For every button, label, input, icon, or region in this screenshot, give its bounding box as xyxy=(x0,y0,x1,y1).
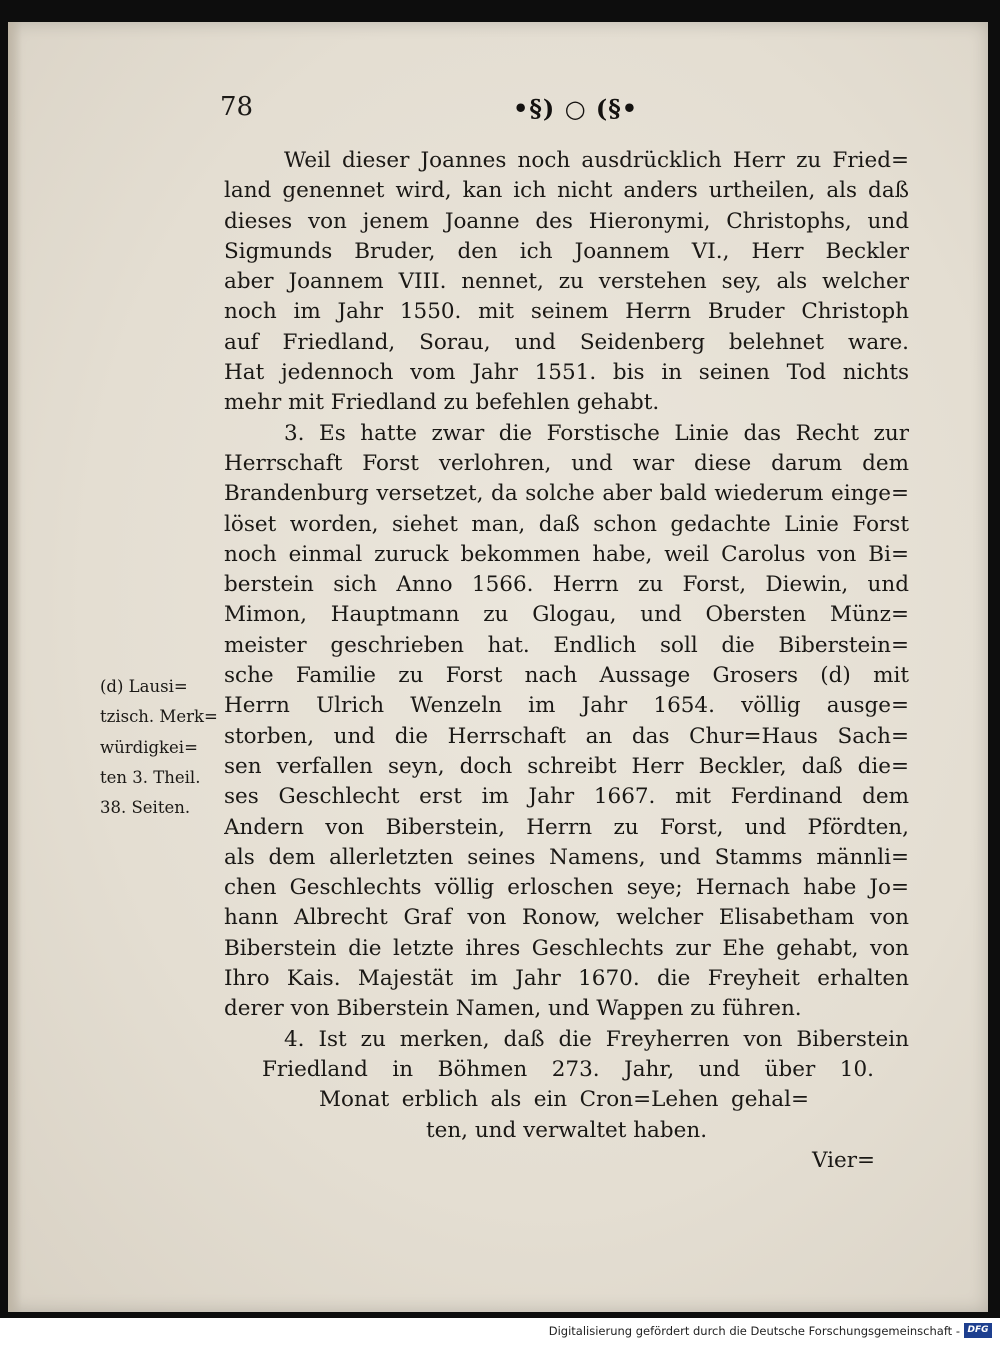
text-line: noch im Jahr 1550. mit seinem Herrn Bruder Christoph xyxy=(224,299,909,325)
text-line: land genennet wird, kan ich nicht anders urtheilen, als daß xyxy=(224,178,909,204)
text-line: sen verfallen seyn, doch schreibt Herr Beckler, daß die= xyxy=(224,753,909,779)
text-line: Sigmunds Bruder, den ich Joannem VI., Herr Beckler xyxy=(224,238,909,264)
text-line: hann Albrecht Graf von Ronow, welcher Elisabetham von xyxy=(224,905,909,931)
text-line: Andern von Biberstein, Herrn zu Forst, und Pfördten, xyxy=(224,814,909,840)
text-line: Mimon, Hauptmann zu Glogau, und Obersten Münz= xyxy=(224,602,909,628)
text-line: Brandenburg versetzet, da solche aber bald wiederum einge= xyxy=(224,481,909,507)
text-line: Monat erblich als ein Cron=Lehen gehal= xyxy=(319,1087,809,1113)
text-line: Weil dieser Joannes noch ausdrücklich Herr zu Fried= xyxy=(284,148,909,173)
text-line: Herrschaft Forst verlohren, und war diese darum dem xyxy=(224,450,909,476)
text-line: als dem allerletzten seines Namens, und Stamms männli= xyxy=(224,844,909,870)
text-line: Ihro Kais. Majestät im Jahr 1670. die Freyheit erhalten xyxy=(224,966,909,992)
marginal-line: 38. Seiten. xyxy=(100,798,191,818)
text-line: meister geschrieben hat. Endlich soll die Biberstein= xyxy=(224,632,909,658)
marginal-line: (d) Lausi= xyxy=(100,677,188,696)
marginal-line: ten 3. Theil. xyxy=(100,767,201,787)
text-line: mehr mit Friedland zu befehlen gehabt. xyxy=(224,390,660,416)
header-ornament: •§) ○ (§• xyxy=(513,94,639,123)
text-line: berstein sich Anno 1566. Herrn zu Forst, Diewin, und xyxy=(224,572,909,598)
text-line: chen Geschlechts völlig erloschen seye; Hernach habe Jo= xyxy=(224,875,909,901)
page-number: 78 xyxy=(220,92,254,122)
body-text xyxy=(224,146,909,1146)
text-line: ses Geschlecht erst im Jahr 1667. mit Ferdinand dem xyxy=(224,784,909,810)
text-line: Herrn Ulrich Wenzeln im Jahr 1654. völlig ausge= xyxy=(224,693,909,719)
marginal-line: würdigkei= xyxy=(100,737,198,757)
marginal-note xyxy=(100,672,225,823)
text-line: noch einmal zuruck bekommen habe, weil Carolus von Bi= xyxy=(224,541,909,567)
text-line: sche Familie zu Forst nach Aussage Grosers (d) mit xyxy=(224,663,909,689)
page-gutter-shadow xyxy=(8,22,22,1312)
text-line: Biberstein die letzte ihres Geschlechts zur Ehe gehabt, von xyxy=(224,935,909,961)
text-line: dieses von jenem Joanne des Hieronymi, Christophs, und xyxy=(224,208,909,234)
text-line: storben, und die Herrschaft an das Chur=Haus Sach= xyxy=(224,723,909,749)
text-line: Hat jedennoch vom Jahr 1551. bis in seinen Tod nichts xyxy=(224,360,909,386)
text-line: 3. Es hatte zwar die Forstische Linie das Recht zur xyxy=(284,420,909,446)
text-line: aber Joannem VIII. nennet, zu verstehen sey, als welcher xyxy=(224,269,909,295)
running-header xyxy=(220,92,900,132)
text-line: 4. Ist zu merken, daß die Freyherren von Biberstein xyxy=(284,1026,909,1052)
text-line: auf Friedland, Sorau, und Seidenberg belehnet ware. xyxy=(224,329,909,355)
text-line: derer von Biberstein Namen, und Wappen zu führen. xyxy=(224,996,802,1022)
footer-bar xyxy=(0,1318,1000,1345)
text-line: löset worden, siehet man, daß schon gedachte Linie Forst xyxy=(224,511,909,537)
text-line: Friedland in Böhmen 273. Jahr, und über 10. xyxy=(262,1056,874,1082)
dfg-logo: DFG xyxy=(964,1323,992,1338)
text-line: ten, und verwaltet haben. xyxy=(425,1117,708,1143)
footer-credit: Digitalisierung gefördert durch die Deutsche Forschungsgemeinschaft - xyxy=(548,1324,960,1338)
marginal-line: tzisch. Merk= xyxy=(100,707,218,727)
catchword: Vier= xyxy=(812,1148,876,1173)
